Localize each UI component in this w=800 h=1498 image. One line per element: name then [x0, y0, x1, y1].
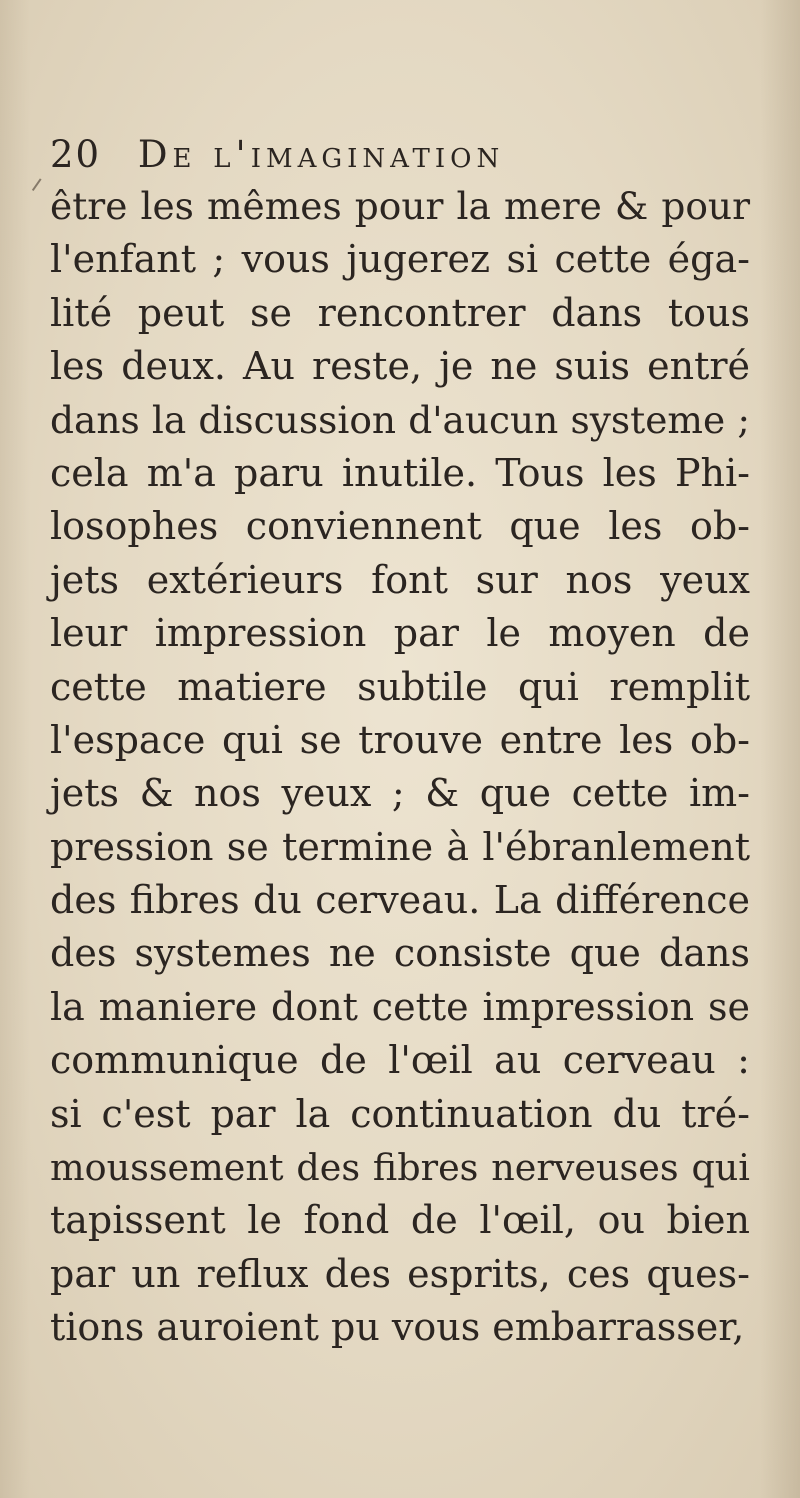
- text-line: leur impression par le moyen de: [50, 611, 750, 656]
- running-title: De l'imagination: [137, 133, 505, 176]
- margin-mark: [32, 178, 48, 195]
- text-line: communique de l'œil au cerveau :: [50, 1038, 750, 1083]
- text-line: les deux. Au reste, je ne suis entré: [50, 344, 750, 389]
- text-line: tapissent le fond de l'œil, ou bien: [50, 1198, 750, 1243]
- text-line: la maniere dont cette impression se: [50, 984, 750, 1029]
- text-line: cette matiere subtile qui remplit: [50, 664, 750, 709]
- text-line: jets extérieurs font sur nos yeux: [50, 557, 750, 602]
- text-line: être les mêmes pour la mere & pour: [50, 184, 750, 228]
- text-line: l'enfant ; vous jugerez si cette éga-: [50, 237, 750, 282]
- text-line: des systemes ne consiste que dans: [50, 931, 750, 976]
- text-line: l'espace qui se trouve entre les ob-: [50, 717, 750, 762]
- text-line: lité peut se rencontrer dans tous: [50, 290, 750, 335]
- text-line: pression se termine à l'ébranlement: [50, 824, 750, 869]
- text-line: moussement des fibres nerveuses qui: [50, 1146, 750, 1190]
- text-line: losophes conviennent que les ob-: [50, 504, 750, 549]
- running-head: [50, 125, 750, 185]
- text-line: dans la discussion d'aucun systeme ;: [50, 397, 750, 442]
- text-line: cela m'a paru inutile. Tous les Phi-: [50, 450, 750, 495]
- body-text: [50, 180, 750, 1355]
- page-number: 20: [50, 133, 102, 176]
- text-line: des fibres du cerveau. La différence: [50, 878, 750, 923]
- text-line: tions auroient pu vous embarrasser,: [50, 1305, 745, 1350]
- text-line: par un reflux des esprits, ces ques-: [50, 1251, 750, 1296]
- text-line: si c'est par la continuation du tré-: [50, 1091, 750, 1136]
- text-line: jets & nos yeux ; & que cette im-: [50, 771, 750, 816]
